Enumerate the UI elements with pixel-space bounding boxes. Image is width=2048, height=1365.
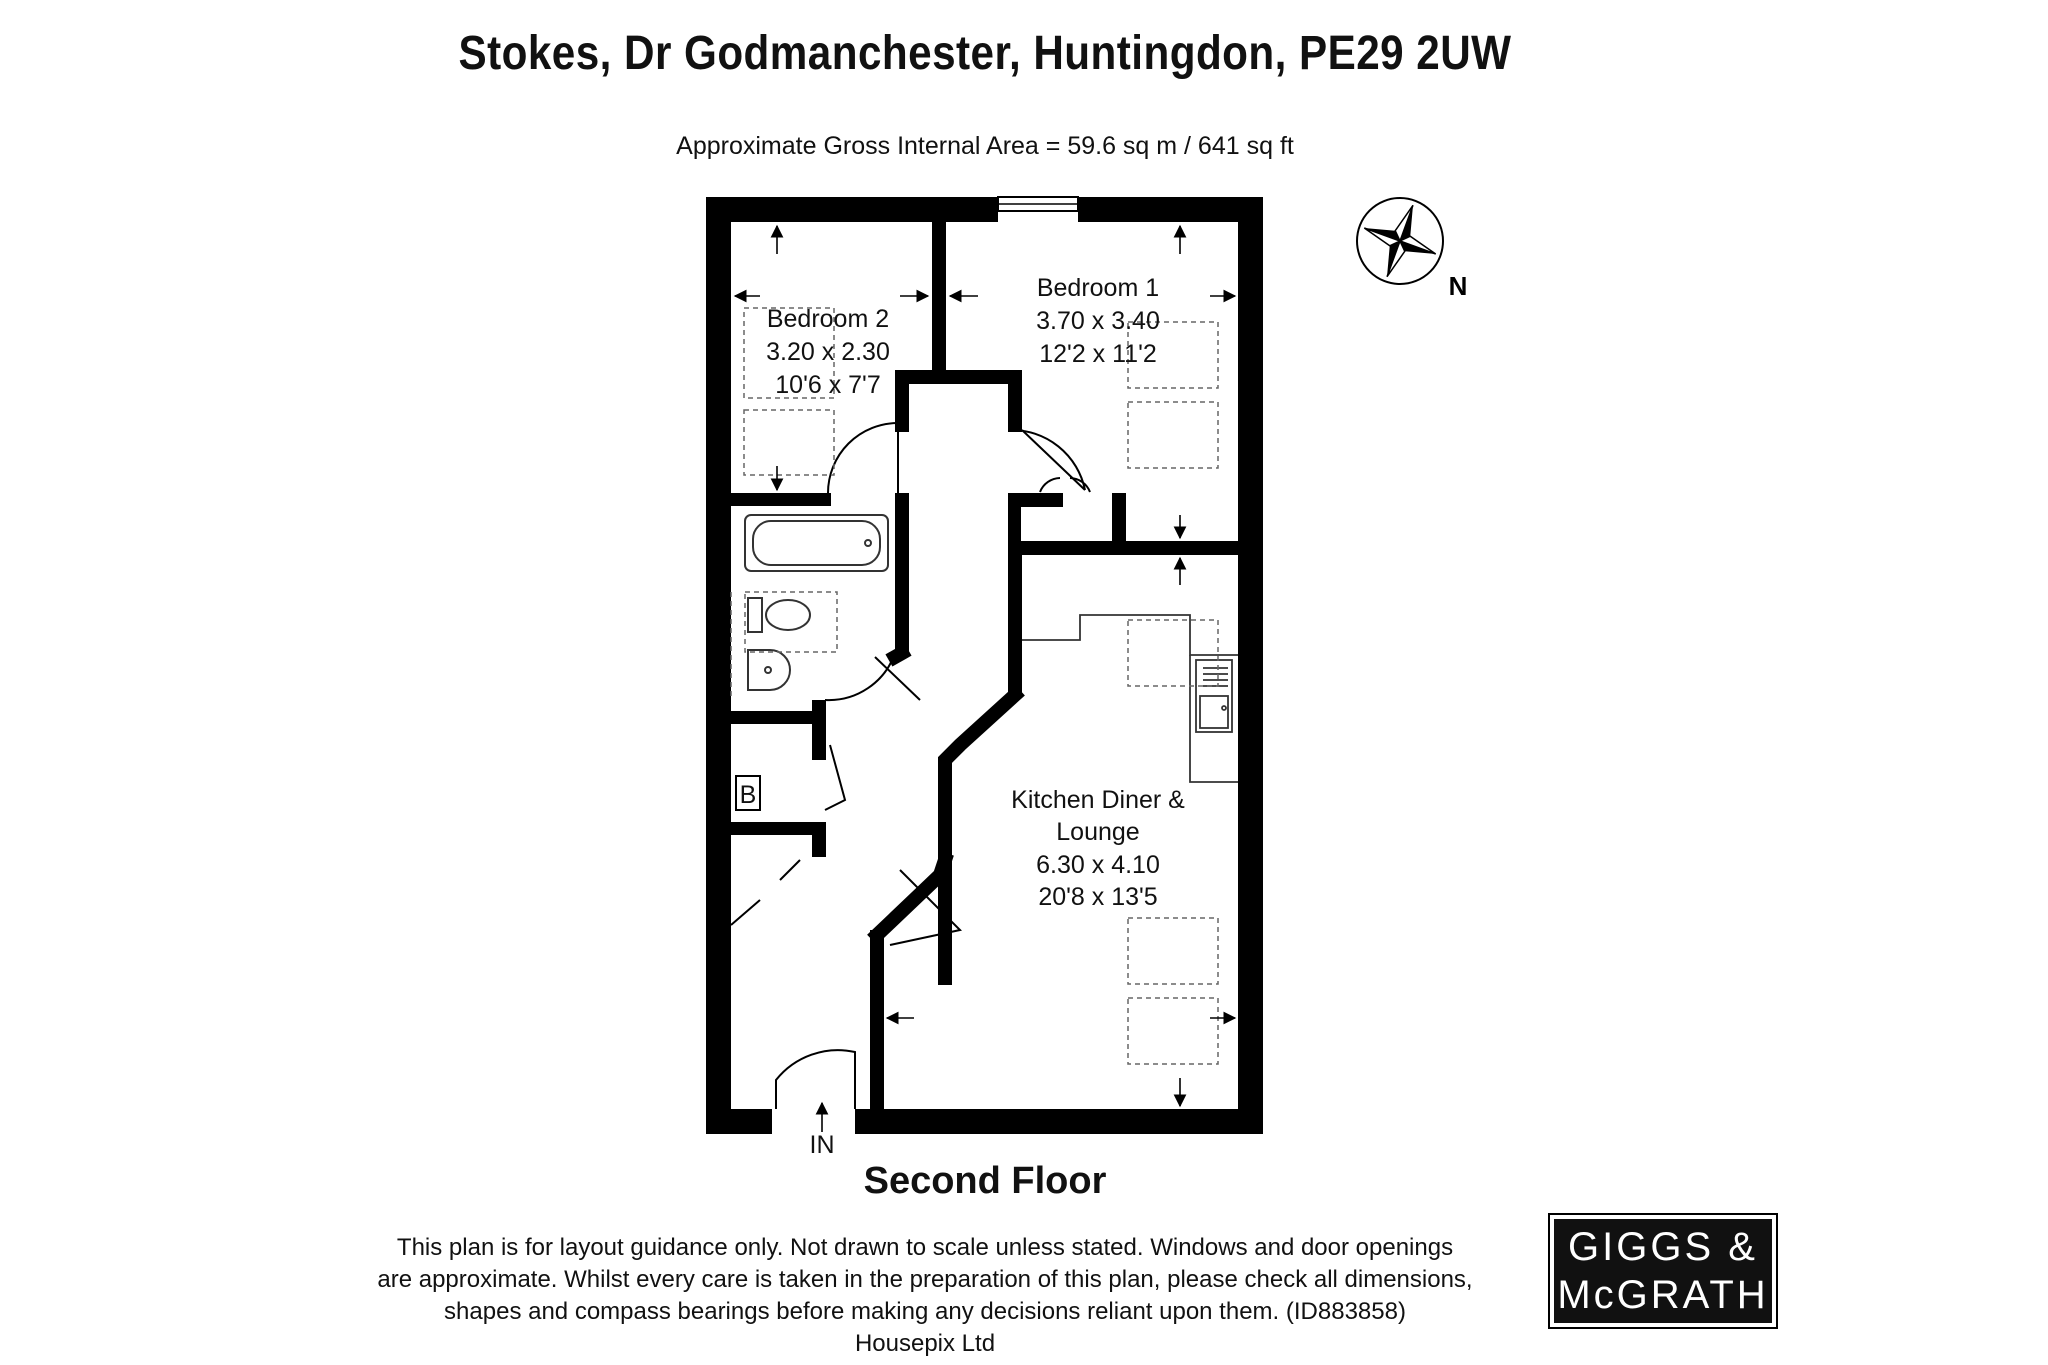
compass-icon: [1357, 198, 1443, 284]
compass-north-label: N: [1448, 271, 1468, 301]
disclaimer: [350, 1232, 1500, 1360]
bathtub: [745, 515, 888, 571]
kitchen-imperial: 20'8 x 13'5: [1038, 883, 1158, 911]
bedroom2-name: Bedroom 2: [766, 305, 890, 333]
gross-area-text: Approximate Gross Internal Area = 59.6 sq m / 641 sq ft: [676, 132, 1294, 160]
wash-basin: [748, 650, 790, 690]
disclaimer-line: Housepix Ltd: [854, 1330, 996, 1357]
logo-line1: GIGGS &: [1568, 1225, 1758, 1269]
boiler-label: B: [739, 781, 757, 809]
bedroom1-metric: 3.70 x 3.40: [1036, 307, 1160, 335]
entrance-label: IN: [809, 1131, 835, 1159]
furniture-placeholders: [731, 308, 1218, 1064]
kitchen-name-line1: Kitchen Diner &: [1011, 786, 1185, 814]
disclaimer-line: This plan is for layout guidance only. Not drawn to scale unless stated. Windows and door openings: [396, 1234, 1454, 1261]
plan-title: Stokes, Dr Godmanchester, Huntingdon, PE29 2UW: [458, 27, 1512, 80]
bedroom1-imperial: 12'2 x 11'2: [1039, 340, 1157, 368]
toilet: [748, 598, 810, 632]
bedroom1-name: Bedroom 1: [1036, 274, 1160, 302]
disclaimer-line: shapes and compass bearings before making any decisions reliant upon them. (ID883858): [444, 1298, 1406, 1325]
disclaimer-line: are approximate. Whilst every care is taken in the preparation of this plan, please check all dimensions,: [377, 1266, 1473, 1293]
floor-label: Second Floor: [863, 1160, 1107, 1202]
bedroom2-metric: 3.20 x 2.30: [766, 338, 890, 366]
door-swings: [731, 423, 1090, 1109]
kitchen-metric: 6.30 x 4.10: [1036, 851, 1160, 879]
logo-line2: McGRATH: [1557, 1273, 1769, 1317]
agent-logo: [1548, 1213, 1778, 1329]
kitchen-worktop: [1022, 615, 1238, 782]
kitchen-name-line2: Lounge: [1056, 818, 1140, 846]
bedroom2-imperial: 10'6 x 7'7: [775, 371, 881, 399]
